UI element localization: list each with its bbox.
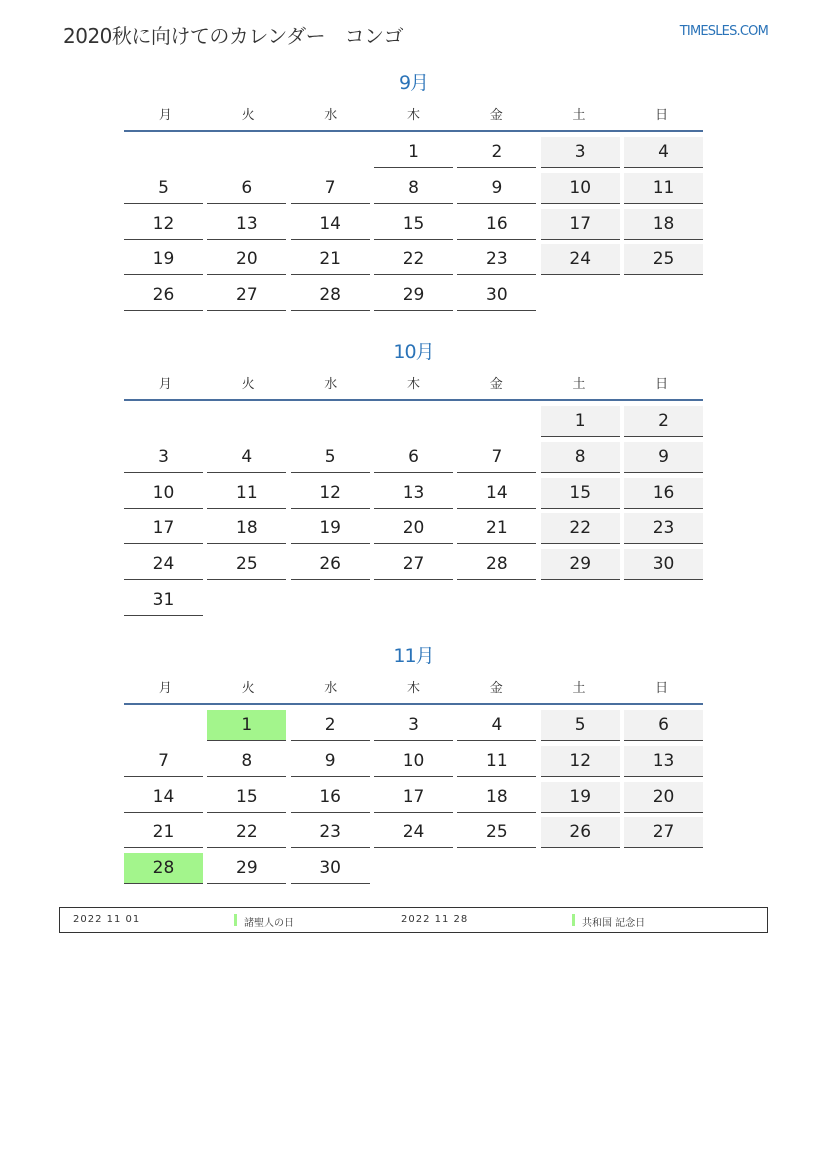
empty-day-cell <box>291 406 370 437</box>
day-cell[interactable]: 10 <box>124 478 203 509</box>
day-cell[interactable]: 15 <box>374 209 453 240</box>
empty-day-cell <box>124 137 203 168</box>
empty-day-cell <box>207 137 286 168</box>
empty-day-cell <box>374 853 453 884</box>
day-cell[interactable]: 17 <box>124 513 203 544</box>
day-cell[interactable]: 23 <box>624 513 703 544</box>
day-cell[interactable]: 14 <box>457 478 536 509</box>
week-row <box>124 853 703 889</box>
day-cell[interactable]: 12 <box>541 746 620 777</box>
day-cell[interactable]: 8 <box>207 746 286 777</box>
day-cell[interactable]: 18 <box>207 513 286 544</box>
weekday-label: 水 <box>324 108 338 123</box>
day-cell[interactable]: 25 <box>624 244 703 275</box>
day-cell[interactable]: 10 <box>541 173 620 204</box>
day-cell[interactable]: 5 <box>124 173 203 204</box>
day-cell[interactable]: 27 <box>624 817 703 848</box>
day-cell[interactable]: 16 <box>457 209 536 240</box>
empty-day-cell <box>624 585 703 616</box>
week-row <box>124 209 703 245</box>
day-cell[interactable]: 4 <box>624 137 703 168</box>
month-title: 10月 <box>393 341 434 363</box>
day-cell[interactable]: 23 <box>291 817 370 848</box>
day-cell[interactable]: 31 <box>124 585 203 616</box>
weekday-label: 日 <box>655 377 669 392</box>
day-cell[interactable]: 22 <box>374 244 453 275</box>
week-row <box>124 137 703 173</box>
weekday-label: 日 <box>655 681 669 696</box>
day-cell[interactable]: 25 <box>457 817 536 848</box>
day-cell[interactable]: 28 <box>124 853 203 884</box>
day-cell[interactable]: 22 <box>541 513 620 544</box>
day-cell[interactable]: 20 <box>374 513 453 544</box>
empty-day-cell <box>457 406 536 437</box>
weekday-label: 火 <box>241 108 255 123</box>
day-cell[interactable]: 2 <box>291 710 370 741</box>
day-cell[interactable]: 11 <box>624 173 703 204</box>
empty-day-cell <box>457 585 536 616</box>
day-cell[interactable]: 21 <box>457 513 536 544</box>
day-cell[interactable]: 4 <box>457 710 536 741</box>
weekday-header <box>124 107 703 132</box>
day-cell[interactable]: 25 <box>207 549 286 580</box>
day-cell[interactable]: 6 <box>374 442 453 473</box>
day-cell[interactable]: 14 <box>124 782 203 813</box>
day-cell[interactable]: 9 <box>291 746 370 777</box>
empty-day-cell <box>124 406 203 437</box>
legend-date: 2022 11 01 <box>73 914 141 925</box>
empty-day-cell <box>457 853 536 884</box>
day-cell[interactable]: 5 <box>541 710 620 741</box>
week-row <box>124 513 703 549</box>
empty-day-cell <box>291 585 370 616</box>
weekday-label: 土 <box>572 681 586 696</box>
empty-day-cell <box>541 585 620 616</box>
day-cell[interactable]: 15 <box>541 478 620 509</box>
day-cell[interactable]: 1 <box>541 406 620 437</box>
day-cell[interactable]: 27 <box>207 280 286 311</box>
brand-link[interactable]: TIMESLES.COM <box>679 24 768 39</box>
holiday-legend <box>59 907 768 933</box>
empty-day-cell <box>207 585 286 616</box>
day-cell[interactable]: 9 <box>457 173 536 204</box>
day-cell[interactable]: 16 <box>291 782 370 813</box>
day-cell[interactable]: 4 <box>207 442 286 473</box>
week-row <box>124 173 703 209</box>
day-cell[interactable]: 22 <box>207 817 286 848</box>
empty-day-cell <box>291 137 370 168</box>
legend-holiday-name: 共和国 記念日 <box>582 918 646 929</box>
day-cell[interactable]: 7 <box>124 746 203 777</box>
day-cell[interactable]: 2 <box>624 406 703 437</box>
day-cell[interactable]: 26 <box>291 549 370 580</box>
holiday-marker-icon <box>234 914 237 926</box>
day-cell[interactable]: 30 <box>457 280 536 311</box>
week-row <box>124 585 703 621</box>
day-cell[interactable]: 6 <box>624 710 703 741</box>
legend-date: 2022 11 28 <box>401 914 469 925</box>
empty-day-cell <box>124 710 203 741</box>
day-cell[interactable]: 18 <box>624 209 703 240</box>
empty-day-cell <box>624 853 703 884</box>
weekday-label: 火 <box>241 377 255 392</box>
day-cell[interactable]: 13 <box>374 478 453 509</box>
week-row <box>124 406 703 442</box>
day-cell[interactable]: 3 <box>374 710 453 741</box>
weekday-label: 金 <box>489 377 503 392</box>
month-calendar <box>124 68 703 316</box>
day-cell[interactable]: 15 <box>207 782 286 813</box>
month-calendar <box>124 337 703 621</box>
empty-day-cell <box>624 280 703 311</box>
week-row <box>124 817 703 853</box>
day-cell[interactable]: 12 <box>124 209 203 240</box>
empty-day-cell <box>374 585 453 616</box>
week-row <box>124 280 703 316</box>
week-row <box>124 442 703 478</box>
weekday-label: 月 <box>158 108 172 123</box>
day-cell[interactable]: 27 <box>374 549 453 580</box>
day-cell[interactable]: 19 <box>124 244 203 275</box>
weekday-header <box>124 680 703 705</box>
day-cell[interactable]: 10 <box>374 746 453 777</box>
holiday-marker-icon <box>572 914 575 926</box>
empty-day-cell <box>374 406 453 437</box>
weekday-label: 日 <box>655 108 669 123</box>
day-cell[interactable]: 6 <box>207 173 286 204</box>
day-cell[interactable]: 30 <box>624 549 703 580</box>
day-cell[interactable]: 16 <box>624 478 703 509</box>
day-cell[interactable]: 1 <box>374 137 453 168</box>
weekday-header <box>124 376 703 401</box>
day-cell[interactable]: 29 <box>207 853 286 884</box>
day-cell[interactable]: 26 <box>541 817 620 848</box>
day-cell[interactable]: 7 <box>291 173 370 204</box>
day-cell[interactable]: 14 <box>291 209 370 240</box>
day-cell[interactable]: 7 <box>457 442 536 473</box>
day-cell[interactable]: 11 <box>207 478 286 509</box>
day-cell[interactable]: 28 <box>291 280 370 311</box>
day-cell[interactable]: 24 <box>541 244 620 275</box>
day-cell[interactable]: 19 <box>291 513 370 544</box>
weekday-label: 火 <box>241 681 255 696</box>
weekday-label: 木 <box>407 681 421 696</box>
day-cell[interactable]: 29 <box>541 549 620 580</box>
weekday-label: 金 <box>489 681 503 696</box>
day-cell[interactable]: 21 <box>124 817 203 848</box>
weekday-label: 木 <box>407 108 421 123</box>
day-cell[interactable]: 3 <box>124 442 203 473</box>
weekday-label: 月 <box>158 377 172 392</box>
week-row <box>124 478 703 514</box>
day-cell[interactable]: 17 <box>541 209 620 240</box>
weekday-label: 金 <box>489 108 503 123</box>
day-cell[interactable]: 3 <box>541 137 620 168</box>
day-cell[interactable]: 13 <box>207 209 286 240</box>
empty-day-cell <box>541 853 620 884</box>
day-cell[interactable]: 13 <box>624 746 703 777</box>
day-cell[interactable]: 8 <box>374 173 453 204</box>
day-cell[interactable]: 20 <box>624 782 703 813</box>
day-cell[interactable]: 30 <box>291 853 370 884</box>
month-title: 9月 <box>398 72 429 94</box>
month-title: 11月 <box>393 645 434 667</box>
weekday-label: 水 <box>324 377 338 392</box>
empty-day-cell <box>207 406 286 437</box>
day-cell[interactable]: 9 <box>624 442 703 473</box>
day-cell[interactable]: 28 <box>457 549 536 580</box>
month-calendar <box>124 641 703 889</box>
legend-holiday-name: 諸聖人の日 <box>244 918 294 929</box>
day-cell[interactable]: 21 <box>291 244 370 275</box>
day-cell[interactable]: 20 <box>207 244 286 275</box>
week-row <box>124 244 703 280</box>
week-row <box>124 710 703 746</box>
day-cell[interactable]: 17 <box>374 782 453 813</box>
day-cell[interactable]: 12 <box>291 478 370 509</box>
day-cell[interactable]: 23 <box>457 244 536 275</box>
day-cell[interactable]: 24 <box>374 817 453 848</box>
day-cell[interactable]: 19 <box>541 782 620 813</box>
day-cell[interactable]: 29 <box>374 280 453 311</box>
weekday-label: 土 <box>572 108 586 123</box>
weekday-label: 月 <box>158 681 172 696</box>
weekday-label: 木 <box>407 377 421 392</box>
empty-day-cell <box>541 280 620 311</box>
day-cell[interactable]: 26 <box>124 280 203 311</box>
day-cell[interactable]: 5 <box>291 442 370 473</box>
weekday-label: 水 <box>324 681 338 696</box>
week-row <box>124 549 703 585</box>
week-row <box>124 782 703 818</box>
day-cell[interactable]: 18 <box>457 782 536 813</box>
week-row <box>124 746 703 782</box>
page-title: 2020秋に向けてのカレンダー コンゴ <box>63 24 404 48</box>
weekday-label: 土 <box>572 377 586 392</box>
day-cell[interactable]: 1 <box>207 710 286 741</box>
day-cell[interactable]: 11 <box>457 746 536 777</box>
day-cell[interactable]: 2 <box>457 137 536 168</box>
day-cell[interactable]: 8 <box>541 442 620 473</box>
day-cell[interactable]: 24 <box>124 549 203 580</box>
